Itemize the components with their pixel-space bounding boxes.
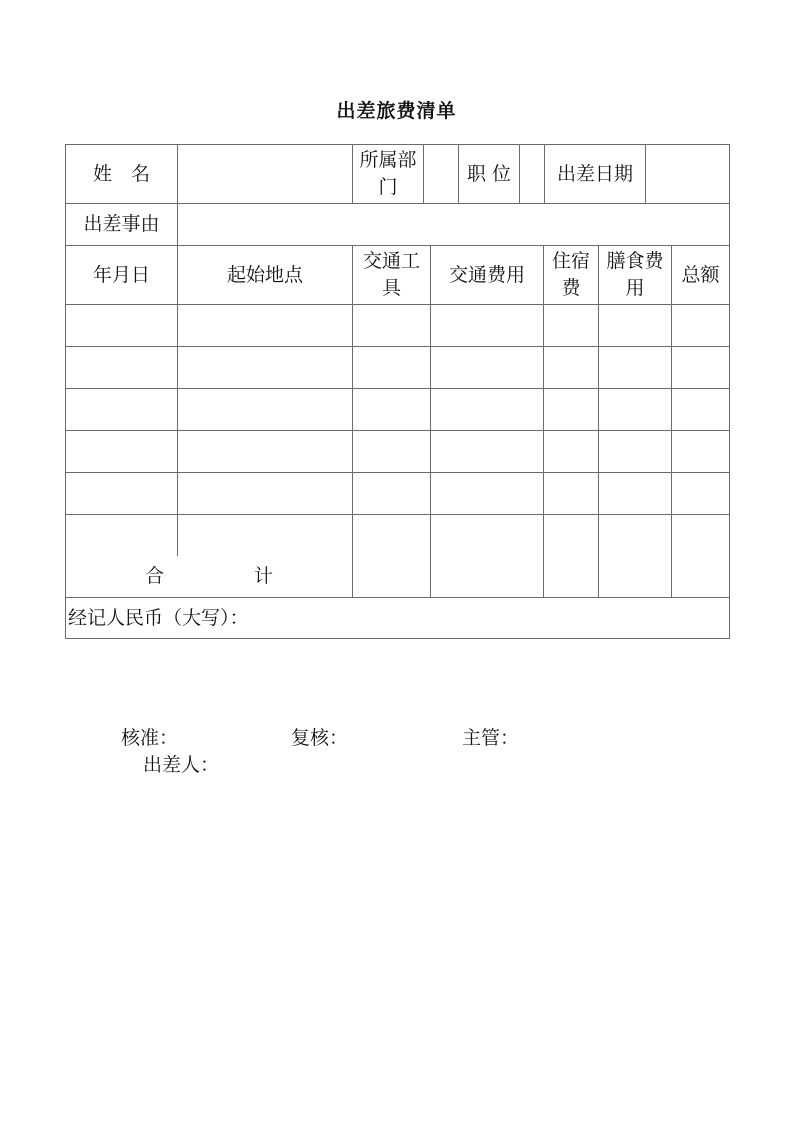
entry-row-5-transport-cost-cell[interactable]	[431, 473, 544, 515]
total-transport-mode[interactable]	[353, 556, 431, 598]
label-department-text: 所属部门	[359, 149, 417, 198]
entry-row-5-total-cell[interactable]	[672, 473, 730, 515]
entry-row-1-date-cell[interactable]	[65, 305, 178, 347]
expense-form-table	[65, 144, 730, 639]
col-header-transport-mode-text: 交通工具	[362, 250, 420, 299]
col-header-route: 起始地点	[178, 246, 353, 305]
entry-row-6-lodging-cell[interactable]	[544, 515, 599, 557]
entry-row-5-meals-cell[interactable]	[599, 473, 672, 515]
total-transport-cost[interactable]	[431, 556, 544, 598]
entry-row-6-date-cell[interactable]	[65, 515, 178, 557]
entry-row-3-total-cell[interactable]	[672, 389, 730, 431]
entry-row-5-date-cell[interactable]	[65, 473, 178, 515]
col-header-total: 总额	[672, 246, 730, 305]
label-department	[353, 144, 424, 204]
total-label-he: 合	[144, 565, 164, 587]
entry-row-2-route-cell[interactable]	[178, 347, 353, 389]
entry-row-5-route-cell[interactable]	[178, 473, 353, 515]
col-header-transport-mode	[353, 246, 431, 305]
review-label: 复核：	[291, 727, 349, 749]
entry-row-2-meals-cell[interactable]	[599, 347, 672, 389]
entry-row-2-transport-mode-cell[interactable]	[353, 347, 431, 389]
entry-row-2-total-cell[interactable]	[672, 347, 730, 389]
entry-row-4-route-cell[interactable]	[178, 431, 353, 473]
entry-row-4-transport-cost-cell[interactable]	[431, 431, 544, 473]
label-purpose: 出差事由	[65, 204, 178, 246]
department-field[interactable]	[424, 144, 459, 204]
entry-row-3-date-cell[interactable]	[65, 389, 178, 431]
entry-row-5-lodging-cell[interactable]	[544, 473, 599, 515]
entry-row-4-meals-cell[interactable]	[599, 431, 672, 473]
entry-row-4-lodging-cell[interactable]	[544, 431, 599, 473]
approve-label: 核准：	[121, 727, 179, 749]
col-header-meals-text: 膳食费用	[606, 250, 664, 299]
entry-row-2-date-cell[interactable]	[65, 347, 178, 389]
entry-row-5-transport-mode-cell[interactable]	[353, 473, 431, 515]
entry-row-1-total-cell[interactable]	[672, 305, 730, 347]
name-field[interactable]	[178, 144, 353, 204]
label-trip-date: 出差日期	[545, 144, 646, 204]
supervisor-label: 主管：	[462, 727, 520, 749]
entry-row-1-route-cell[interactable]	[178, 305, 353, 347]
col-header-meals	[599, 246, 672, 305]
entry-row-4-transport-mode-cell[interactable]	[353, 431, 431, 473]
amount-in-words-row[interactable]	[65, 598, 730, 639]
entry-row-1-transport-cost-cell[interactable]	[431, 305, 544, 347]
purpose-field[interactable]	[178, 204, 730, 246]
entry-row-3-route-cell[interactable]	[178, 389, 353, 431]
entry-row-2-transport-cost-cell[interactable]	[431, 347, 544, 389]
entry-row-6-route-cell[interactable]	[178, 515, 353, 557]
entry-row-1-lodging-cell[interactable]	[544, 305, 599, 347]
position-field[interactable]	[520, 144, 545, 204]
entry-row-3-lodging-cell[interactable]	[544, 389, 599, 431]
traveler-label: 出差人：	[143, 754, 220, 776]
entry-row-4-date-cell[interactable]	[65, 431, 178, 473]
entry-row-2-lodging-cell[interactable]	[544, 347, 599, 389]
total-label-ji: 计	[254, 565, 274, 587]
label-name: 姓 名	[65, 144, 178, 204]
amount-in-words-label: 经记人民币（大写）：	[68, 606, 249, 629]
entry-row-6-transport-mode-cell[interactable]	[353, 515, 431, 557]
col-header-transport-cost: 交通费用	[431, 246, 544, 305]
entry-row-4-total-cell[interactable]	[672, 431, 730, 473]
total-label	[65, 556, 353, 598]
page-title: 出差旅费清单	[336, 100, 457, 122]
entry-row-3-meals-cell[interactable]	[599, 389, 672, 431]
entry-row-6-meals-cell[interactable]	[599, 515, 672, 557]
entry-row-6-total-cell[interactable]	[672, 515, 730, 557]
col-header-lodging-text: 住宿费	[551, 250, 590, 299]
entry-row-3-transport-cost-cell[interactable]	[431, 389, 544, 431]
entry-row-1-transport-mode-cell[interactable]	[353, 305, 431, 347]
entry-row-1-meals-cell[interactable]	[599, 305, 672, 347]
label-position: 职 位	[459, 144, 520, 204]
trip-date-field[interactable]	[646, 144, 730, 204]
entry-row-3-transport-mode-cell[interactable]	[353, 389, 431, 431]
total-lodging[interactable]	[544, 556, 599, 598]
total-total[interactable]	[672, 556, 730, 598]
total-meals[interactable]	[599, 556, 672, 598]
col-header-lodging	[544, 246, 599, 305]
col-header-date: 年月日	[65, 246, 178, 305]
entry-row-6-transport-cost-cell[interactable]	[431, 515, 544, 557]
